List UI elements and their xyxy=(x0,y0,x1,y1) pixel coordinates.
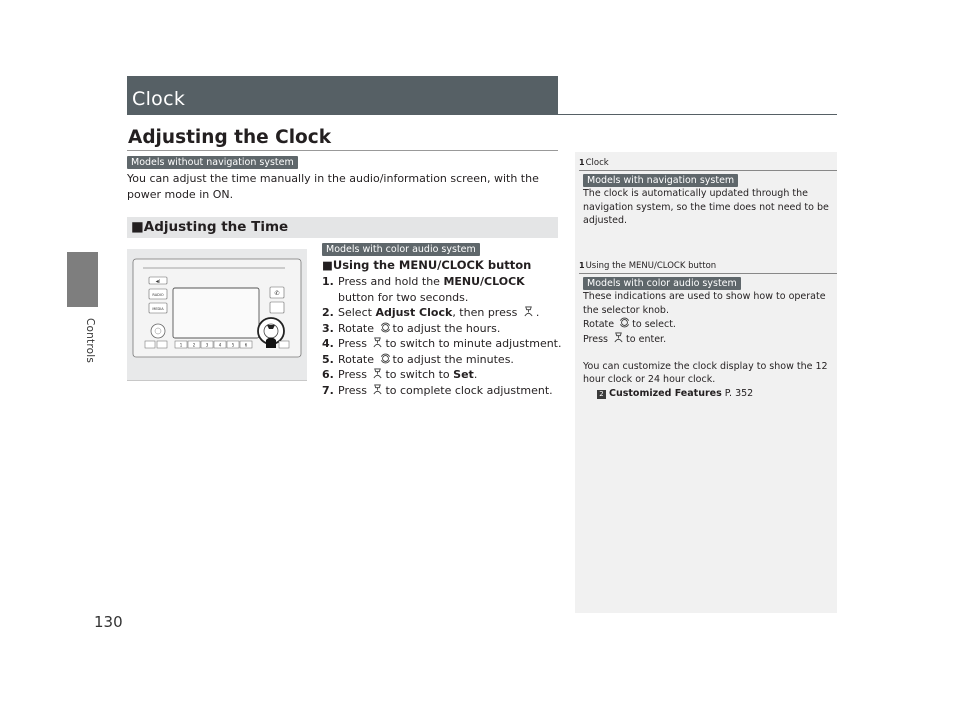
customized-features-link[interactable]: 2 Customized Features P. 352 xyxy=(583,387,833,401)
note-marker-icon: 1 xyxy=(579,158,585,167)
rotate-knob-icon xyxy=(380,322,391,333)
reference-arrow-icon: 2 xyxy=(597,390,606,399)
radio-button-label: RADIO xyxy=(152,293,164,297)
note-rule xyxy=(579,170,837,171)
list-item: 2. Select Adjust Clock, then press . xyxy=(322,306,540,319)
note-rule xyxy=(579,273,837,274)
chapter-title: Clock xyxy=(132,88,186,110)
preset-label: 3 xyxy=(205,342,209,348)
badge-without-nav: Models without navigation system xyxy=(127,156,298,169)
preset-label: 5 xyxy=(231,342,235,348)
preset-label: 4 xyxy=(218,342,222,348)
note-text-clock: The clock is automatically updated through the navigation system, so the time does not need to be adjusted. xyxy=(583,188,829,226)
chapter-side-tab xyxy=(67,252,98,307)
side-label: Controls xyxy=(84,318,96,364)
preset-label: 2 xyxy=(192,342,196,348)
note-title-clock: 1Clock xyxy=(579,158,609,168)
svg-text:✆: ✆ xyxy=(274,290,280,297)
press-knob-icon xyxy=(372,384,383,395)
list-item: 3. Rotate to adjust the hours. xyxy=(322,321,501,335)
press-knob-icon xyxy=(372,368,383,379)
list-item: 1. Press and hold the MENU/CLOCK button for two seconds. xyxy=(322,275,525,304)
badge-color-audio-note: Models with color audio system xyxy=(583,277,741,290)
note-title-menu-clock: 1Using the MENU/CLOCK button xyxy=(579,261,717,271)
rotate-knob-icon xyxy=(380,353,391,364)
badge-with-nav: Models with navigation system xyxy=(583,174,738,187)
chapter-rule xyxy=(558,114,837,115)
note-text-menu-clock: These indications are used to show how to operate the selector knob. Rotate to select. Press to enter. You can customize the clock display to show the 12 hour clock or 24 hour clock. 2 Customized Features P. 352 xyxy=(583,290,833,400)
svg-text:◀): ◀) xyxy=(155,278,161,284)
badge-color-audio: Models with color audio system xyxy=(322,243,480,256)
section-title: Adjusting the Clock xyxy=(128,127,332,148)
list-item: 6. Press to switch to Set. xyxy=(322,368,478,381)
section-rule xyxy=(127,150,558,151)
list-item: 5. Rotate to adjust the minutes. xyxy=(322,352,514,366)
rotate-knob-icon xyxy=(619,317,630,328)
audio-unit-figure xyxy=(127,249,307,381)
preset-label: 1 xyxy=(179,342,183,348)
page-number: 130 xyxy=(94,613,123,631)
list-item: 7. Press to complete clock adjustment. xyxy=(322,383,553,397)
chapter-header-bar xyxy=(127,76,558,115)
press-knob-icon xyxy=(523,306,534,317)
press-knob-icon xyxy=(613,332,624,343)
subsection-title: ■Adjusting the Time xyxy=(131,219,289,235)
list-item: 4. Press to switch to minute adjustment. xyxy=(322,337,562,350)
press-knob-icon xyxy=(372,337,383,348)
intro-text: You can adjust the time manually in the audio/information screen, with the power mode in ON. xyxy=(127,172,539,201)
procedure-heading: ■Using the MENU/CLOCK button xyxy=(322,258,532,272)
note-marker-icon: 1 xyxy=(579,261,585,270)
audio-unit-illustration xyxy=(127,249,307,381)
preset-label: 6 xyxy=(244,342,248,348)
media-button-label: MEDIA xyxy=(152,307,164,311)
procedure-steps xyxy=(322,274,562,398)
